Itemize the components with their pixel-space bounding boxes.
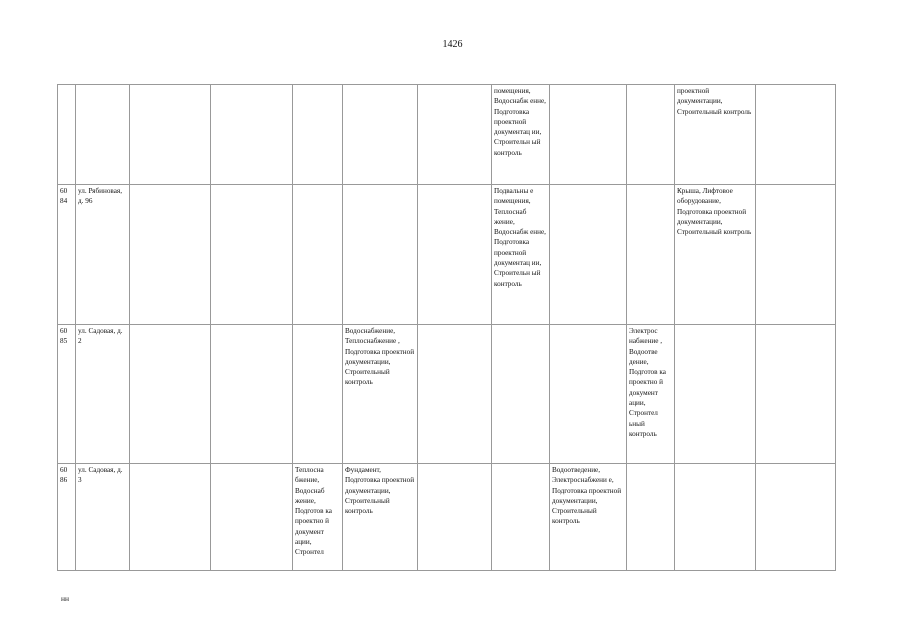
table-cell [756, 325, 836, 464]
table-cell: проектной документации, Строительный контроль [675, 85, 756, 185]
repair-schedule-table [57, 84, 836, 571]
table-cell [756, 85, 836, 185]
table-cell [293, 85, 343, 185]
table-cell [211, 464, 293, 571]
table-cell [627, 185, 675, 325]
page-number: 1426 [442, 39, 463, 50]
row-number-cell [58, 85, 76, 185]
table-cell [627, 464, 675, 571]
table-cell: Фундамент, Подготовка проектной документации, Строительный контроль [343, 464, 418, 571]
table-cell [550, 325, 627, 464]
table-row [58, 325, 836, 464]
table-cell [492, 464, 550, 571]
row-number-cell: 60 86 [58, 464, 76, 571]
table-cell [343, 85, 418, 185]
table-cell [343, 185, 418, 325]
table-cell: Водоотведение, Электроснабжени е, Подготовка проектной документации, Строительный контроль [550, 464, 627, 571]
table-cell [550, 185, 627, 325]
table-row [58, 85, 836, 185]
table-cell [211, 85, 293, 185]
table-cell: Водоснабжение, Теплоснабжение , Подготовка проектной документации, Строительный контроль [343, 325, 418, 464]
table-cell [675, 464, 756, 571]
table-row [58, 185, 836, 325]
table-cell: Теплосна бжение, Водоснаб жение, Подготов ка проектно й документ ации, Стронтел [293, 464, 343, 571]
address-cell [76, 85, 130, 185]
table-cell [293, 325, 343, 464]
table-cell [130, 85, 211, 185]
table-cell: Электрос набжение , Водоотве дение, Подготов ка проектно й документ ации, Стронтел ьный контроль [627, 325, 675, 464]
table-cell [627, 85, 675, 185]
table-cell [293, 185, 343, 325]
table-cell [130, 185, 211, 325]
row-number-cell: 60 84 [58, 185, 76, 325]
row-number-cell: 60 85 [58, 325, 76, 464]
address-cell: ул. Садовая, д. 2 [76, 325, 130, 464]
footer-mark: нн [61, 594, 70, 603]
table-cell [675, 325, 756, 464]
table-cell [492, 325, 550, 464]
table-cell [756, 185, 836, 325]
table-cell: помещения, Водоснабж енне, Подготовка проектной документац ии, Строительн ый контроль [492, 85, 550, 185]
table-cell: Крыша, Лифтовое оборудование, Подготовка проектной документации, Строительный контроль [675, 185, 756, 325]
table-cell [418, 464, 492, 571]
table-cell [130, 325, 211, 464]
table-cell [130, 464, 211, 571]
table-cell [418, 325, 492, 464]
table-row [58, 464, 836, 571]
table-cell [418, 85, 492, 185]
table-cell [550, 85, 627, 185]
table-cell [756, 464, 836, 571]
address-cell: ул. Рябиновая, д. 96 [76, 185, 130, 325]
table-cell [211, 325, 293, 464]
table-cell [211, 185, 293, 325]
table-cell: Подвальны е помещения, Теплоснаб жение, Водоснабж енне, Подготовка проектной документац ии, Строительн ый контроль [492, 185, 550, 325]
address-cell: ул. Садовая, д. 3 [76, 464, 130, 571]
table-cell [418, 185, 492, 325]
